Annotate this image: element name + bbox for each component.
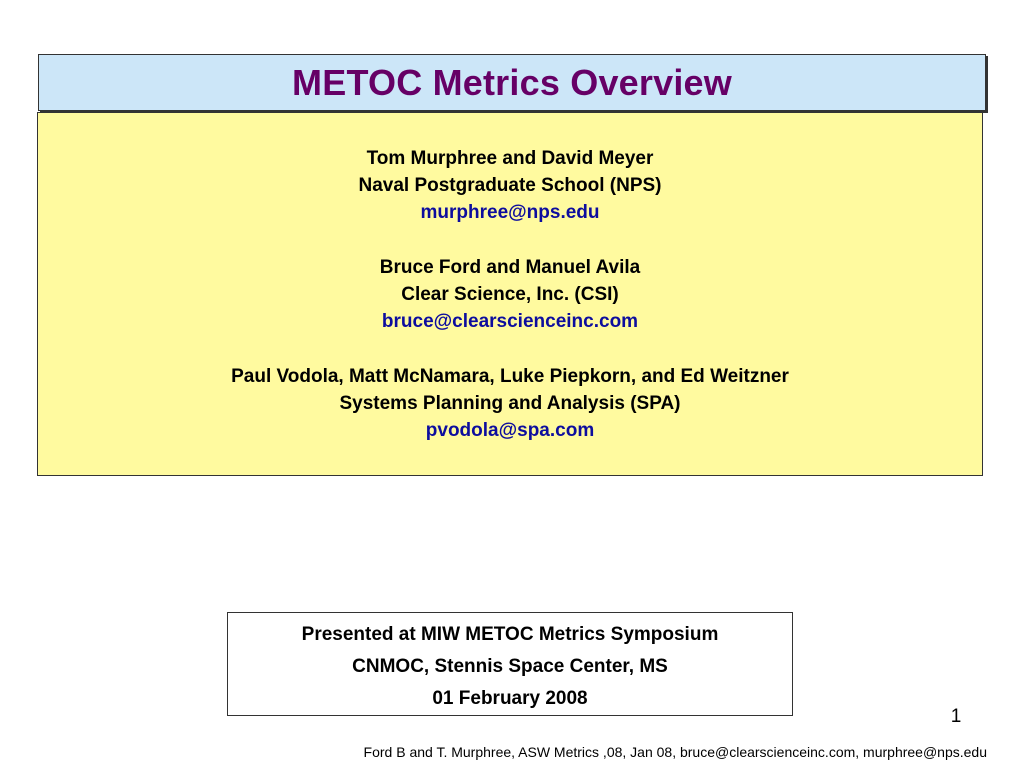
- authors-panel: [37, 112, 983, 476]
- author-group-nps: [38, 145, 982, 226]
- presentation-venue: Presented at MIW METOC Metrics Symposium: [301, 624, 719, 645]
- author-affiliation: Clear Science, Inc. (CSI): [401, 284, 619, 305]
- author-group-csi: [38, 254, 982, 335]
- author-names: Bruce Ford and Manuel Avila: [379, 257, 641, 278]
- author-email: bruce@clearscienceinc.com: [381, 311, 639, 332]
- title-banner: [38, 54, 986, 111]
- author-affiliation: Systems Planning and Analysis (SPA): [339, 393, 681, 414]
- presentation-info-box: [227, 612, 793, 716]
- author-email: pvodola@spa.com: [425, 420, 595, 441]
- author-group-spa: [38, 363, 982, 444]
- author-email: murphree@nps.edu: [420, 202, 600, 223]
- slide-footer: Ford B and T. Murphree, ASW Metrics ,08, Jan 08, bruce@clearscienceinc.com, murphree@nps.edu: [363, 744, 987, 760]
- presentation-location: CNMOC, Stennis Space Center, MS: [352, 656, 668, 677]
- author-names: Paul Vodola, Matt McNamara, Luke Piepkorn, and Ed Weitzner: [231, 366, 789, 387]
- author-names: Tom Murphree and David Meyer: [366, 148, 654, 169]
- slide-number: 1: [950, 706, 962, 727]
- presentation-date: 01 February 2008: [432, 688, 588, 709]
- author-affiliation: Naval Postgraduate School (NPS): [358, 175, 662, 196]
- slide-title: METOC Metrics Overview: [292, 61, 732, 103]
